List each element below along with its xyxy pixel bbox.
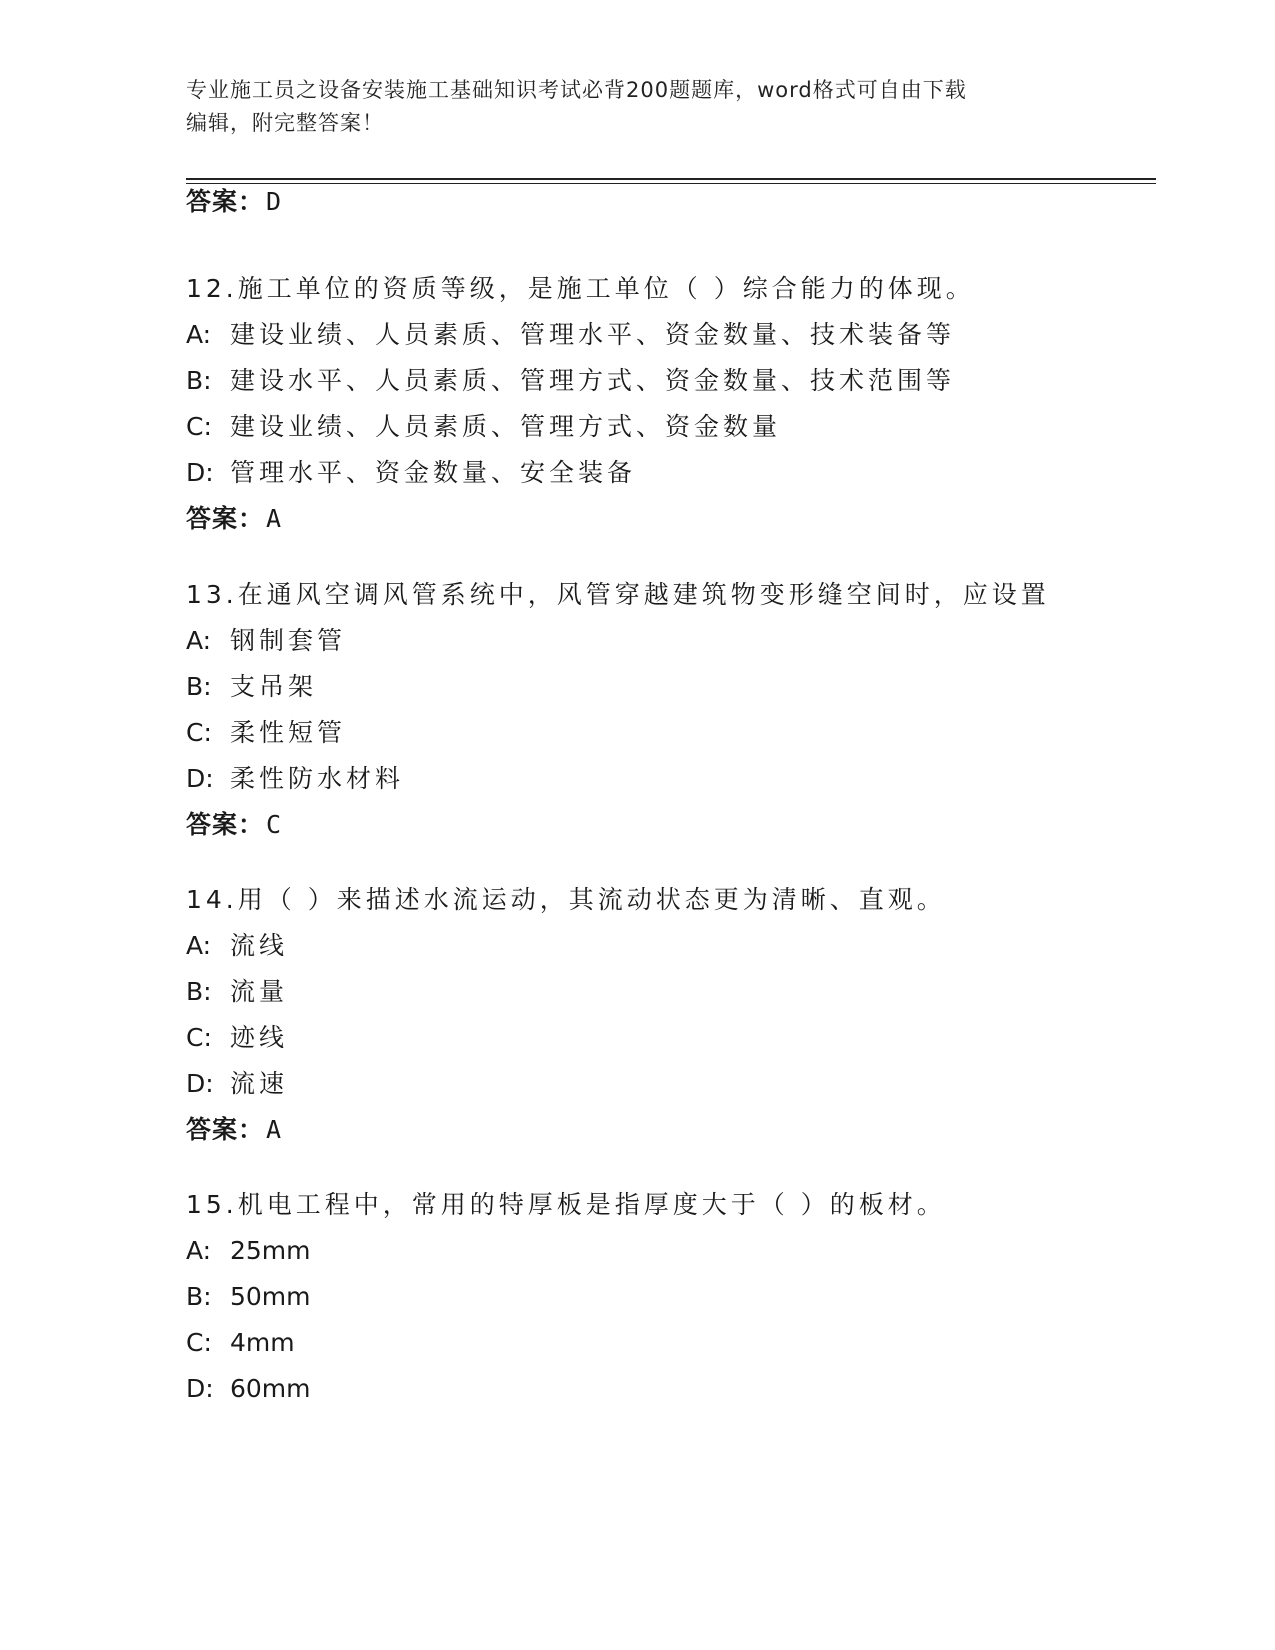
option-c <box>186 404 1156 450</box>
option-text: 管理水平、资金数量、安全装备 <box>230 458 637 487</box>
answer-value: A <box>266 1115 283 1144</box>
option-b <box>186 664 1156 710</box>
option-letter: D: <box>186 458 214 487</box>
option-text: 60mm <box>230 1374 311 1403</box>
option-text: 建设业绩、人员素质、管理方式、资金数量 <box>230 412 782 441</box>
option-d <box>186 450 1156 496</box>
option-d <box>186 1366 1156 1412</box>
answer-line <box>186 802 1156 848</box>
option-text: 建设业绩、人员素质、管理水平、资金数量、技术装备等 <box>230 320 956 349</box>
option-a <box>186 1228 1156 1274</box>
option-text: 25mm <box>230 1236 311 1265</box>
answer-label: 答案： <box>186 810 265 839</box>
answer-value: C <box>266 810 283 839</box>
option-text: 流线 <box>230 931 289 960</box>
option-letter: C: <box>186 1328 212 1357</box>
question-15 <box>186 1182 1156 1412</box>
option-a <box>186 312 1156 358</box>
document-header <box>186 74 1086 140</box>
option-a <box>186 923 1156 969</box>
header-line-1: 专业施工员之设备安装施工基础知识考试必背200题题库，word格式可自由下载 <box>186 78 967 102</box>
answer-line <box>186 496 1156 542</box>
option-letter: D: <box>186 764 214 793</box>
option-letter: A: <box>186 931 212 960</box>
option-text: 4mm <box>230 1328 295 1357</box>
header-rule-thick <box>186 178 1156 180</box>
option-text: 钢制套管 <box>230 626 347 655</box>
option-letter: C: <box>186 1023 212 1052</box>
question-stem: 12.施工单位的资质等级，是施工单位（ ）综合能力的体现。 <box>186 274 975 303</box>
question-stem: 14.用（ ）来描述水流运动，其流动状态更为清晰、直观。 <box>186 885 946 914</box>
option-letter: C: <box>186 718 212 747</box>
option-letter: B: <box>186 672 212 701</box>
option-c <box>186 1320 1156 1366</box>
option-d <box>186 1061 1156 1107</box>
question-stem: 13.在通风空调风管系统中，风管穿越建筑物变形缝空间时，应设置 <box>186 580 1050 609</box>
option-a <box>186 618 1156 664</box>
option-b <box>186 969 1156 1015</box>
option-text: 50mm <box>230 1282 311 1311</box>
question-stem: 15.机电工程中，常用的特厚板是指厚度大于（ ）的板材。 <box>186 1190 946 1219</box>
option-d <box>186 756 1156 802</box>
option-c <box>186 1015 1156 1061</box>
option-letter: A: <box>186 626 212 655</box>
answer-line-q11 <box>186 186 1156 232</box>
option-text: 流量 <box>230 977 289 1006</box>
option-letter: D: <box>186 1374 214 1403</box>
answer-line <box>186 1107 1156 1153</box>
option-letter: B: <box>186 366 212 395</box>
answer-label: 答案： <box>186 1115 265 1144</box>
header-rule-thin <box>186 183 1156 184</box>
option-b <box>186 358 1156 404</box>
option-letter: C: <box>186 412 212 441</box>
option-text: 支吊架 <box>230 672 318 701</box>
answer-value: D <box>266 187 283 216</box>
option-text: 建设水平、人员素质、管理方式、资金数量、技术范围等 <box>230 366 956 395</box>
header-line-2: 编辑，附完整答案！ <box>186 111 384 135</box>
option-letter: A: <box>186 320 212 349</box>
answer-label: 答案： <box>186 187 265 216</box>
option-letter: B: <box>186 977 212 1006</box>
question-12 <box>186 266 1156 542</box>
option-letter: B: <box>186 1282 212 1311</box>
answer-label: 答案： <box>186 504 265 533</box>
option-text: 柔性防水材料 <box>230 764 405 793</box>
option-b <box>186 1274 1156 1320</box>
answer-value: A <box>266 504 283 533</box>
option-c <box>186 710 1156 756</box>
question-14 <box>186 877 1156 1153</box>
option-text: 迹线 <box>230 1023 289 1052</box>
option-letter: D: <box>186 1069 214 1098</box>
option-text: 柔性短管 <box>230 718 347 747</box>
option-text: 流速 <box>230 1069 289 1098</box>
question-13 <box>186 572 1156 848</box>
option-letter: A: <box>186 1236 212 1265</box>
